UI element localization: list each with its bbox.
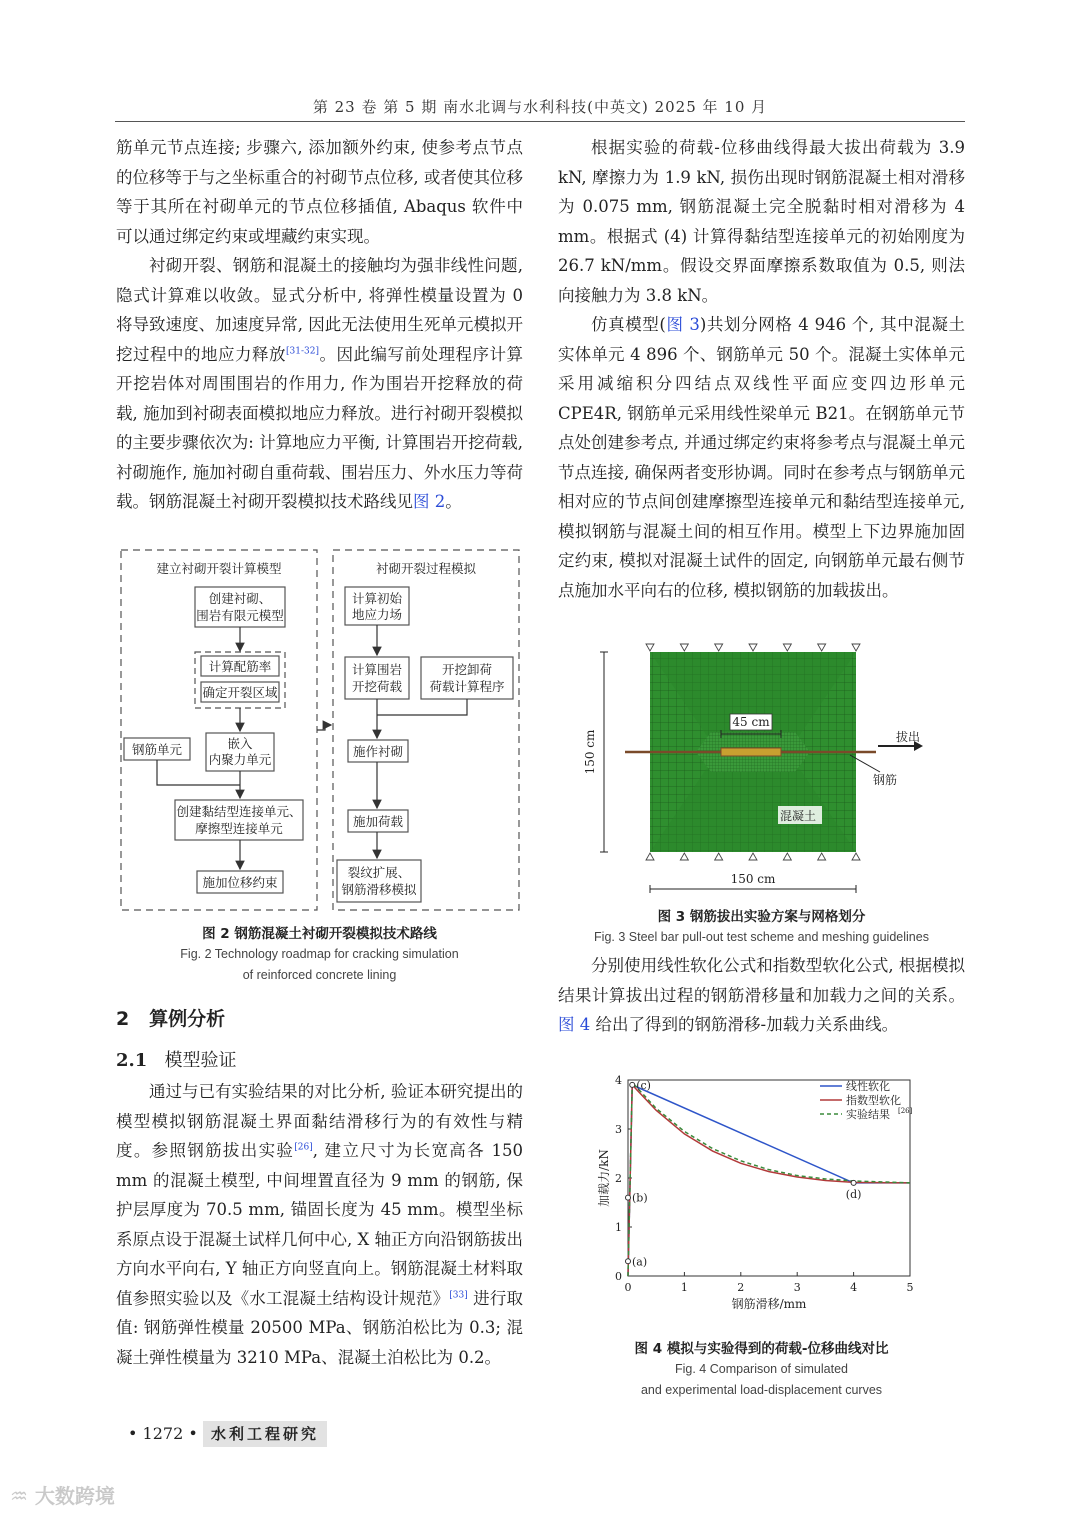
key-point [626,1195,631,1200]
key-point-label: (b) [632,1191,648,1205]
dim-150cm-vertical: 150 cm [583,729,597,775]
left-column-text [116,133,523,517]
figure-link[interactable]: 图 4 [558,1015,591,1034]
support-triangle [715,853,723,860]
citation[interactable]: [33] [449,1290,468,1300]
support-triangle [852,853,860,860]
key-point-label: (c) [636,1078,651,1092]
header-rule [115,121,965,122]
fig2-box-text: 开挖卸荷 [441,662,493,677]
caption-en: of reinforced concrete lining [242,968,397,982]
fig2-box-text: 施作衬砌 [352,744,404,759]
caption-en: and experimental load-displacement curves [640,1383,883,1397]
section-heading: 2 算例分析 [116,1008,226,1030]
key-point-label: (d) [845,1187,862,1201]
x-tick-label: 2 [737,1281,745,1294]
figure-link[interactable]: 图 3 [665,315,700,334]
fig2-box-text: 裂纹扩展、 [347,865,411,880]
x-tick-label: 5 [906,1281,914,1294]
x-tick-label: 3 [793,1281,801,1294]
support-triangle [852,644,860,651]
support-triangle [646,853,654,860]
legend-label: 线性软化 [846,1080,890,1093]
paragraph: 筋单元节点连接; 步骤六, 添加额外约束, 使参考点节点的位移等于与之坐标重合的衬砌节点位移, 或者使其位移等于其所在衬砌单元的节点位移插值, Abaqus 软件中可以通过绑定约束或埋藏约束实现。 [116,138,523,246]
fig2-box-text: 施加荷载 [352,814,404,829]
support-triangle [680,853,688,860]
paragraph: 衬砌开裂、钢筋和混凝土的接触均为强非线性问题, 隐式计算难以收敛。显式分析中, 将弹性模量设置为 0 将导致速度、加速度异常, 因此无法使用生死单元模拟开挖过程中的地应力释放[31-32]。因此编写前处理程序计算开挖岩体对周围围岩的作用力, 作为围岩开挖释放的荷载, 施加到衬砌表面模拟地应力释放。进行衬砌开裂模拟的主要步骤依次为: 计算地应力平衡, 计算围岩开挖荷载, 衬砌施作, 施加衬砌自重荷载、围岩压力、外水压力等荷载。钢筋混凝土衬砌开裂模拟技术路线见图 2。 [116,256,524,511]
page-number: • 1272 • [128,1424,198,1443]
key-point [851,1180,856,1185]
y-axis-label: 加载力/kN [597,1149,611,1207]
fig2-box-text: 计算围岩 [351,662,403,677]
label-concrete: 混凝土 [780,809,817,823]
fig2-box-text: 确定开裂区域 [202,685,278,700]
fig2-box-text: 嵌入 [227,736,253,751]
fig2-box-text: 围岩有限元模型 [196,608,284,623]
paragraph: 根据实验的荷载-位移曲线得最大拔出荷载为 3.9 kN, 摩擦力为 1.9 kN, 损伤出现时钢筋混凝土相对滑移为 0.075 mm, 钢筋混凝土完全脱黏时相对滑移为 4 mm。根据式 (4) 计算得黏结型连接单元的初始刚度为 26.7 kN/mm。假设交界面摩擦系数取值为 0.5, 则法向接触力为 3.8 kN。 [558,138,965,305]
support-triangle [783,644,791,651]
key-point-label: (a) [632,1255,648,1269]
caption-en: Fig. 4 Comparison of simulated [675,1362,848,1376]
x-axis-label: 钢筋滑移/mm [731,1297,807,1311]
paragraph: 仿真模型(图 3)共划分网格 4 946 个, 其中混凝土实体单元 4 896 个、钢筋单元 50 个。混凝土实体单元采用减缩积分四结点双线性平面应变四边形单元 CPE4R, 钢筋单元采用线性梁单元 B21。在钢筋单元节点处创建参考点, 并通过绑定约束将参考点与混凝土单元节点连接, 确保两者变形协调。同时在参考点与钢筋单元相对应的节点间创建摩擦型连接单元和黏结型连接单元, 模拟钢筋与混凝土间的相互作用。模型上下边界施加固定约束, 模拟对混凝土试件的固定, 向钢筋单元最右侧节点施加水平向右的位移, 模拟钢筋的加载拔出。 [558,315,966,600]
fig2-box-text: 钢筋滑移模拟 [341,882,417,897]
fig2-left-title: 建立衬砌开裂计算模型 [156,561,282,576]
paragraph: 通过与已有实验结果的对比分析, 验证本研究提出的模型模拟钢筋混凝土界面黏结滑移行为的有效性与精度。参照钢筋拔出实验[26], 建立尺寸为长宽高各 150 mm 的混凝土模型, 中间埋置直径为 9 mm 的钢筋, 保护层厚度为 70.5 mm, 锚固长度为 45 mm。模型坐标系原点设于混凝土试样几何中心, X 轴正方向沿钢筋拔出方向水平向右, Y 轴正方向竖直向上。钢筋混凝土材料取值参照实验以及《水工混凝土结构设计规范》[33] 进行取值: 钢筋弹性模量 20500 MPa、钢筋泊松比为 0.3; 混凝土弹性模量为 3210 MPa、混凝土泊松比为 0.2。 [116,1082,524,1367]
key-point [626,1259,631,1264]
support-triangle [818,853,826,860]
running-header: 第 23 卷 第 5 期 南水北调与水利科技(中英文) 2025 年 10 月 [312,98,768,116]
figure-4-chart [590,1068,930,1328]
right-column-text [558,133,965,605]
y-tick-label: 3 [615,1123,622,1136]
fig2-box-text: 创建黏结型连接单元、 [176,804,302,819]
support-triangle [680,644,688,651]
figure-3-caption [558,905,965,948]
y-tick-label: 1 [615,1221,622,1234]
left-column-text-2 [116,1077,523,1372]
support-triangle [715,644,723,651]
paragraph: 分别使用线性软化公式和指数型软化公式, 根据模拟结果计算拔出过程的钢筋滑移量和加载力之间的关系。图 4 给出了得到的钢筋滑移-加载力关系曲线。 [558,956,965,1034]
caption-zh: 图 4 模拟与实验得到的荷载-位移曲线对比 [634,1341,889,1357]
legend-label: 实验结果 [846,1108,890,1121]
label-pull: 拔出 [896,730,921,744]
figure-2-caption [116,922,523,986]
watermark: ♒ 大数跨境 [10,1484,115,1508]
x-tick-label: 4 [850,1281,858,1294]
fig2-box-text: 计算初始 [351,591,403,606]
figure-link[interactable]: 图 2 [413,492,446,511]
fig2-box-text: 计算配筋率 [208,659,272,674]
caption-en: Fig. 3 Steel bar pull-out test scheme and meshing guidelines [594,930,929,944]
caption-zh: 图 3 钢筋拔出实验方案与网格划分 [657,909,866,925]
figure-3-mesh [580,642,940,900]
label-rebar: 钢筋 [873,773,898,787]
x-tick-label: 0 [624,1281,632,1294]
subsection-heading: 2.1 模型验证 [116,1050,237,1071]
dim-150cm-horizontal: 150 cm [730,872,776,886]
fig2-box-text: 摩擦型连接单元 [195,821,283,836]
caption-en: Fig. 2 Technology roadmap for cracking simulation [180,947,459,961]
caption-zh: 图 2 钢筋混凝土衬砌开裂模拟技术路线 [202,926,437,942]
support-triangle [646,644,654,651]
fig2-box-text: 开挖荷载 [351,679,403,694]
support-triangle [749,644,757,651]
fig2-box-text: 创建衬砌、 [208,591,272,606]
support-triangle [749,853,757,860]
fig2-box-text: 地应力场 [351,607,403,622]
citation[interactable]: [26] [294,1142,313,1153]
journal-tag: 水利工程研究 [203,1421,327,1447]
key-point [630,1082,635,1087]
y-tick-label: 2 [615,1172,622,1185]
figure-4-caption [558,1337,965,1401]
anchorage-segment [721,748,781,756]
y-tick-label: 4 [615,1074,622,1087]
citation[interactable]: [31-32] [286,346,319,356]
fig2-right-title: 衬砌开裂过程模拟 [375,561,477,576]
dim-45cm: 45 cm [732,715,770,729]
figure-2-flowchart [115,545,525,915]
fig2-box-text: 钢筋单元 [131,742,183,757]
fig2-box-text: 荷载计算程序 [429,679,505,694]
y-tick-label: 0 [615,1270,622,1283]
right-column-text-2 [558,951,965,1040]
fig2-box-text: 内聚力单元 [208,752,272,767]
support-triangle [783,853,791,860]
x-tick-label: 1 [680,1281,688,1294]
legend-citation: [26] [898,1107,913,1115]
fig2-box-text: 施加位移约束 [202,875,278,890]
support-triangle [818,644,826,651]
legend-label: 指数型软化 [846,1094,901,1107]
